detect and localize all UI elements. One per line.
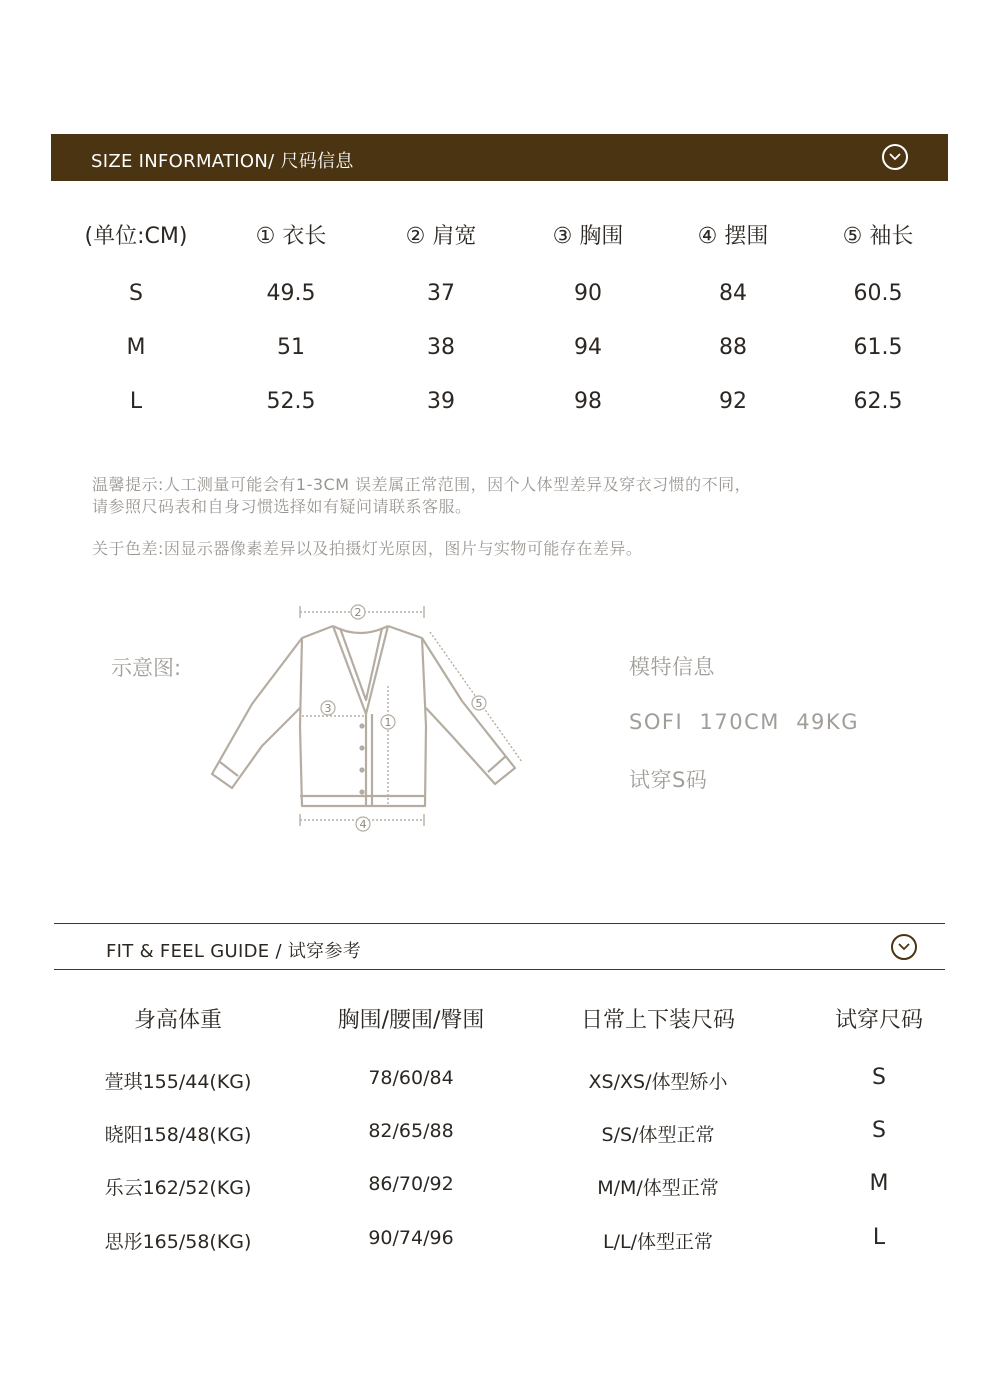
measurement-tip-cont: 请参照尺码表和自身习惯选择如有疑问请联系客服。 — [92, 497, 472, 516]
fit-table-cell: S — [872, 1065, 886, 1090]
size-table-header: ⑤ 袖长 — [842, 224, 914, 249]
size-table-header: ③ 胸围 — [552, 224, 624, 249]
fit-table-header: 试穿尺码 — [834, 1008, 923, 1033]
svg-text:2: 2 — [354, 606, 362, 619]
fit-table-cell: 82/65/88 — [368, 1120, 454, 1142]
size-info-title: SIZE INFORMATION/ 尺码信息 — [91, 151, 354, 172]
size-table-cell: 88 — [719, 335, 747, 360]
chevron-down-icon[interactable] — [891, 934, 917, 960]
size-table-cell: 92 — [719, 389, 747, 414]
size-table-cell: 61.5 — [853, 335, 903, 360]
svg-text:5: 5 — [475, 697, 483, 710]
fit-table-cell: 乐云162/52(KG) — [104, 1177, 252, 1199]
fit-table-cell: 78/60/84 — [368, 1067, 454, 1089]
svg-text:3: 3 — [324, 702, 332, 715]
size-table-cell: 51 — [277, 335, 305, 360]
size-table-cell: S — [129, 281, 143, 306]
size-table-cell: 39 — [427, 389, 455, 414]
fit-table-header: 胸围/腰围/臀围 — [337, 1008, 485, 1033]
size-table-cell: 60.5 — [853, 281, 903, 306]
fit-table-cell: S — [872, 1118, 886, 1143]
fit-guide-header — [54, 923, 945, 970]
size-table-cell: 90 — [574, 281, 602, 306]
size-info-header — [51, 134, 948, 181]
fit-table-header: 身高体重 — [133, 1008, 222, 1033]
fit-guide-title: FIT & FEEL GUIDE / 试穿参考 — [106, 941, 362, 962]
size-table-cell: 52.5 — [266, 389, 316, 414]
fit-table-cell: S/S/体型正常 — [601, 1124, 715, 1146]
chevron-down-icon[interactable] — [882, 144, 908, 170]
measurement-tip: 温馨提示:人工测量可能会有1-3CM 误差属正常范围，因个人体型差异及穿衣习惯的不同， — [92, 475, 752, 494]
size-table-cell: 94 — [574, 335, 602, 360]
fit-table-cell: M/M/体型正常 — [597, 1177, 719, 1199]
fit-table-header: 日常上下装尺码 — [580, 1008, 735, 1033]
size-table-header: ④ 摆围 — [697, 224, 769, 249]
size-table-header: ② 肩宽 — [405, 224, 477, 249]
cardigan-diagram — [190, 596, 540, 841]
model-spec: SOFI 170CM 49KG — [629, 710, 859, 734]
model-info-title: 模特信息 — [629, 655, 715, 679]
fit-table-cell: L — [872, 1225, 886, 1250]
size-table-cell: 62.5 — [853, 389, 903, 414]
fit-table-cell: 思彤165/58(KG) — [104, 1231, 252, 1253]
size-table-cell: 38 — [427, 335, 455, 360]
color-difference-note: 关于色差:因显示器像素差异以及拍摄灯光原因，图片与实物可能存在差异。 — [92, 539, 643, 558]
fit-table-cell: 86/70/92 — [368, 1173, 454, 1195]
fit-table-cell: 晓阳158/48(KG) — [104, 1124, 252, 1146]
fit-table-cell: 90/74/96 — [368, 1227, 454, 1249]
model-tried-size: 试穿S码 — [629, 768, 708, 792]
fit-table-cell: 萱琪155/44(KG) — [104, 1071, 252, 1093]
size-table-cell: M — [126, 335, 146, 360]
size-table-header: (单位:CM) — [84, 224, 188, 249]
svg-text:4: 4 — [359, 818, 367, 831]
size-table-cell: L — [129, 389, 143, 414]
fit-table-cell: XS/XS/体型矫小 — [588, 1071, 728, 1093]
size-table-cell: 49.5 — [266, 281, 316, 306]
size-table-cell: 37 — [427, 281, 455, 306]
diagram-label: 示意图: — [111, 656, 182, 680]
svg-text:1: 1 — [384, 716, 392, 729]
size-table-header: ① 衣长 — [255, 224, 327, 249]
size-table-cell: 84 — [719, 281, 747, 306]
size-table-cell: 98 — [574, 389, 602, 414]
fit-table-cell: L/L/体型正常 — [603, 1231, 713, 1253]
fit-table-cell: M — [869, 1171, 889, 1196]
